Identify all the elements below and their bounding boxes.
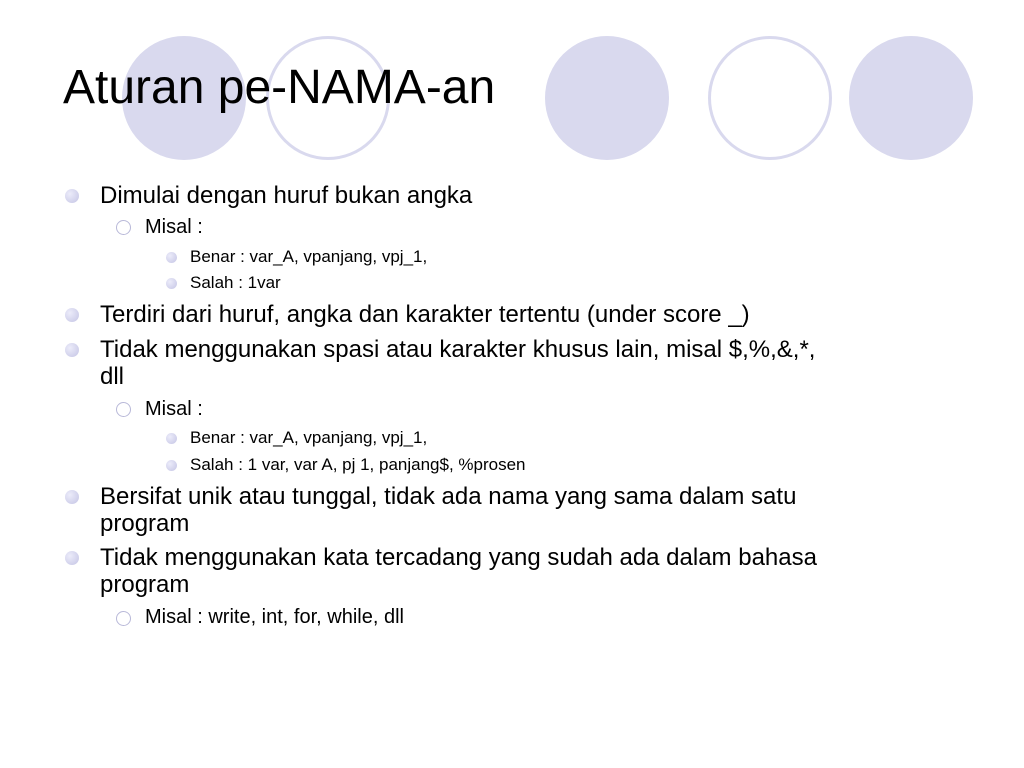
list-item-level1: Bersifat unik atau tunggal, tidak ada nama yang sama dalam satu bbox=[100, 483, 797, 510]
bullet-icon bbox=[166, 460, 177, 471]
list-item-level1-continuation: program bbox=[100, 571, 190, 598]
list-item-level3: Benar : var_A, vpanjang, vpj_1, bbox=[190, 247, 428, 266]
hollow-bullet-icon bbox=[116, 220, 131, 235]
hollow-bullet-icon bbox=[116, 611, 131, 626]
bullet-icon bbox=[65, 551, 79, 565]
slide-title: Aturan pe-NAMA-an bbox=[63, 61, 496, 114]
list-item-level1: Tidak menggunakan spasi atau karakter khusus lain, misal $,%,&,*, bbox=[100, 336, 816, 363]
bullet-icon bbox=[65, 189, 79, 203]
hollow-bullet-icon bbox=[116, 402, 131, 417]
list-item-level3: Salah : 1var bbox=[190, 273, 281, 292]
list-item-level1: Terdiri dari huruf, angka dan karakter tertentu (under score _) bbox=[100, 301, 750, 328]
bullet-icon bbox=[166, 278, 177, 289]
list-item-level2: Misal : write, int, for, while, dll bbox=[145, 606, 404, 628]
list-item-level1-continuation: program bbox=[100, 510, 190, 537]
list-item-level3: Salah : 1 var, var A, pj 1, panjang$, %prosen bbox=[190, 455, 526, 474]
list-item-level1: Tidak menggunakan kata tercadang yang sudah ada dalam bahasa bbox=[100, 544, 817, 571]
bullet-icon bbox=[166, 433, 177, 444]
bullet-icon bbox=[65, 343, 79, 357]
bullet-icon bbox=[65, 308, 79, 322]
bullet-icon bbox=[65, 490, 79, 504]
list-item-level2: Misal : bbox=[145, 216, 203, 238]
list-item-level3: Benar : var_A, vpanjang, vpj_1, bbox=[190, 428, 428, 447]
list-item-level1-continuation: dll bbox=[100, 363, 125, 390]
list-item-level2: Misal : bbox=[145, 398, 203, 420]
bullet-icon bbox=[166, 252, 177, 263]
list-item-level1: Dimulai dengan huruf bukan angka bbox=[100, 182, 473, 209]
